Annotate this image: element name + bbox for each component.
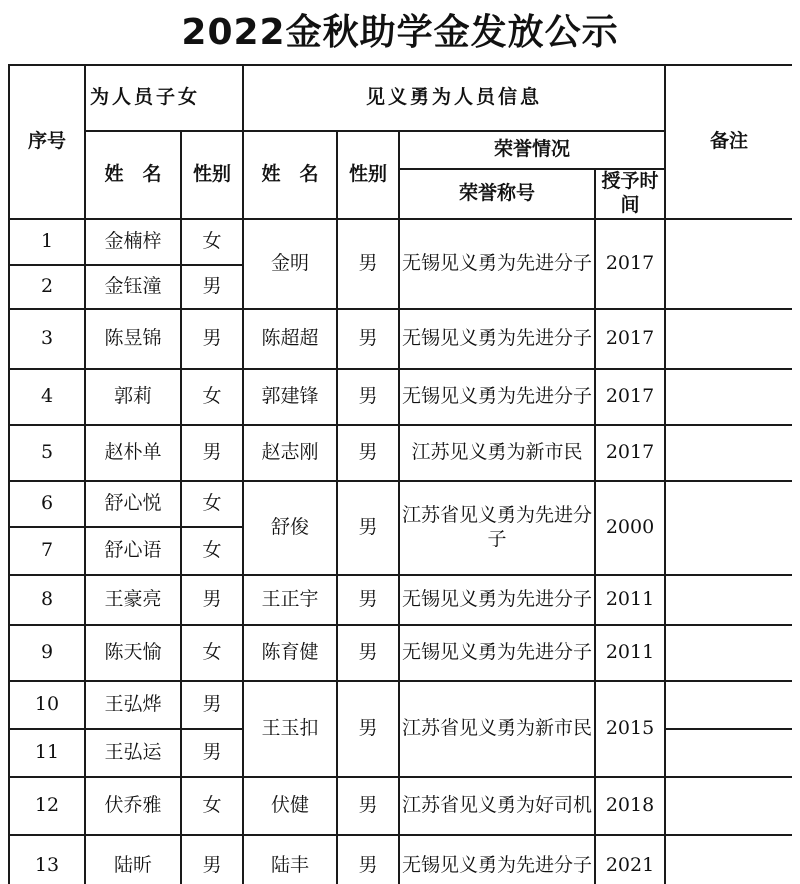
cell-gender: 男	[181, 835, 243, 884]
cell-name: 舒心语	[85, 527, 181, 575]
cell-seq: 12	[9, 777, 85, 835]
cell-gender: 女	[181, 625, 243, 681]
cell-gender: 男	[181, 681, 243, 729]
cell-seq: 11	[9, 729, 85, 777]
cell-honor: 无锡见义勇为先进分子	[399, 369, 595, 425]
cell-remark	[665, 309, 792, 369]
table-row	[9, 369, 792, 425]
cell-remark	[665, 575, 792, 625]
cell-seq: 6	[9, 481, 85, 527]
cell-year: 2011	[595, 625, 665, 681]
cell-honor: 无锡见义勇为先进分子	[399, 575, 595, 625]
table-row	[9, 481, 792, 527]
cell-seq: 4	[9, 369, 85, 425]
cell-hero-name: 陈育健	[243, 625, 337, 681]
cell-name: 伏乔雅	[85, 777, 181, 835]
cell-hero-name: 金明	[243, 219, 337, 309]
cell-gender: 女	[181, 777, 243, 835]
cell-hero-name: 伏健	[243, 777, 337, 835]
cell-hero-gender: 男	[337, 481, 399, 575]
cell-year: 2017	[595, 369, 665, 425]
cell-honor: 江苏省见义勇为先进分子	[399, 481, 595, 575]
cell-year: 2017	[595, 425, 665, 481]
cell-hero-gender: 男	[337, 835, 399, 884]
cell-honor: 无锡见义勇为先进分子	[399, 219, 595, 309]
header-row-1	[9, 65, 792, 131]
cell-honor: 江苏见义勇为新市民	[399, 425, 595, 481]
cell-hero-gender: 男	[337, 425, 399, 481]
cell-year: 2011	[595, 575, 665, 625]
cell-hero-name: 赵志刚	[243, 425, 337, 481]
cell-gender: 女	[181, 527, 243, 575]
cell-gender: 男	[181, 425, 243, 481]
cell-year: 2015	[595, 681, 665, 777]
cell-seq: 9	[9, 625, 85, 681]
header-honor: 荣誉情况	[399, 131, 665, 169]
cell-gender: 女	[181, 481, 243, 527]
table-row	[9, 575, 792, 625]
cell-year: 2021	[595, 835, 665, 884]
header-hero-group: 见义勇为人员信息	[243, 65, 665, 131]
cell-name: 郭莉	[85, 369, 181, 425]
cell-seq: 8	[9, 575, 85, 625]
table-row	[9, 425, 792, 481]
table-row	[9, 835, 792, 884]
cell-seq: 13	[9, 835, 85, 884]
cell-name: 王弘运	[85, 729, 181, 777]
cell-seq: 2	[9, 265, 85, 309]
table-row	[9, 625, 792, 681]
header-hero-gender: 性别	[337, 131, 399, 219]
cell-remark	[665, 369, 792, 425]
table-row	[9, 777, 792, 835]
cell-seq: 7	[9, 527, 85, 575]
cell-remark	[665, 681, 792, 729]
cell-remark	[665, 481, 792, 575]
cell-name: 陆昕	[85, 835, 181, 884]
cell-honor: 无锡见义勇为先进分子	[399, 835, 595, 884]
cell-hero-gender: 男	[337, 309, 399, 369]
cell-name: 陈昱锦	[85, 309, 181, 369]
cell-hero-gender: 男	[337, 369, 399, 425]
cell-honor: 无锡见义勇为先进分子	[399, 625, 595, 681]
cell-hero-name: 陈超超	[243, 309, 337, 369]
header-hero-name: 姓 名	[243, 131, 337, 219]
cell-year: 2017	[595, 309, 665, 369]
cell-remark	[665, 777, 792, 835]
cell-remark	[665, 729, 792, 777]
header-seq: 序号	[9, 65, 85, 219]
page-title: 2022金秋助学金发放公示	[181, 12, 619, 53]
cell-hero-name: 王玉扣	[243, 681, 337, 777]
cell-hero-gender: 男	[337, 575, 399, 625]
cell-gender: 男	[181, 729, 243, 777]
cell-hero-name: 王正宇	[243, 575, 337, 625]
cell-name: 陈天愉	[85, 625, 181, 681]
header-honor-title: 荣誉称号	[399, 169, 595, 219]
header-remark: 备注	[665, 65, 792, 219]
header-honor-time: 授予时间	[595, 169, 665, 219]
publication-sheet	[8, 64, 792, 884]
cell-gender: 女	[181, 369, 243, 425]
cell-hero-gender: 男	[337, 625, 399, 681]
header-student-group: 为人员子女	[85, 65, 243, 131]
cell-seq: 10	[9, 681, 85, 729]
cell-gender: 女	[181, 219, 243, 265]
cell-year: 2017	[595, 219, 665, 309]
cell-seq: 5	[9, 425, 85, 481]
table-row	[9, 681, 792, 729]
cell-seq: 3	[9, 309, 85, 369]
cell-year: 2018	[595, 777, 665, 835]
cell-hero-gender: 男	[337, 219, 399, 309]
cell-hero-gender: 男	[337, 777, 399, 835]
cell-remark	[665, 625, 792, 681]
header-name: 姓 名	[85, 131, 181, 219]
cell-remark	[665, 835, 792, 884]
header-gender: 性别	[181, 131, 243, 219]
table-row	[9, 219, 792, 265]
cell-gender: 男	[181, 575, 243, 625]
cell-name: 赵朴单	[85, 425, 181, 481]
cell-honor: 无锡见义勇为先进分子	[399, 309, 595, 369]
cell-hero-name: 陆丰	[243, 835, 337, 884]
cell-hero-gender: 男	[337, 681, 399, 777]
cell-name: 王豪亮	[85, 575, 181, 625]
cell-hero-name: 郭建锋	[243, 369, 337, 425]
cell-name: 金钰潼	[85, 265, 181, 309]
cell-remark	[665, 425, 792, 481]
table-row	[9, 309, 792, 369]
cell-name: 舒心悦	[85, 481, 181, 527]
cell-honor: 江苏省见义勇为新市民	[399, 681, 595, 777]
cell-hero-name: 舒俊	[243, 481, 337, 575]
publication-table	[8, 64, 792, 884]
cell-gender: 男	[181, 265, 243, 309]
cell-honor: 江苏省见义勇为好司机	[399, 777, 595, 835]
cell-remark	[665, 219, 792, 309]
cell-seq: 1	[9, 219, 85, 265]
cell-gender: 男	[181, 309, 243, 369]
cell-name: 王弘烨	[85, 681, 181, 729]
cell-name: 金楠梓	[85, 219, 181, 265]
cell-year: 2000	[595, 481, 665, 575]
